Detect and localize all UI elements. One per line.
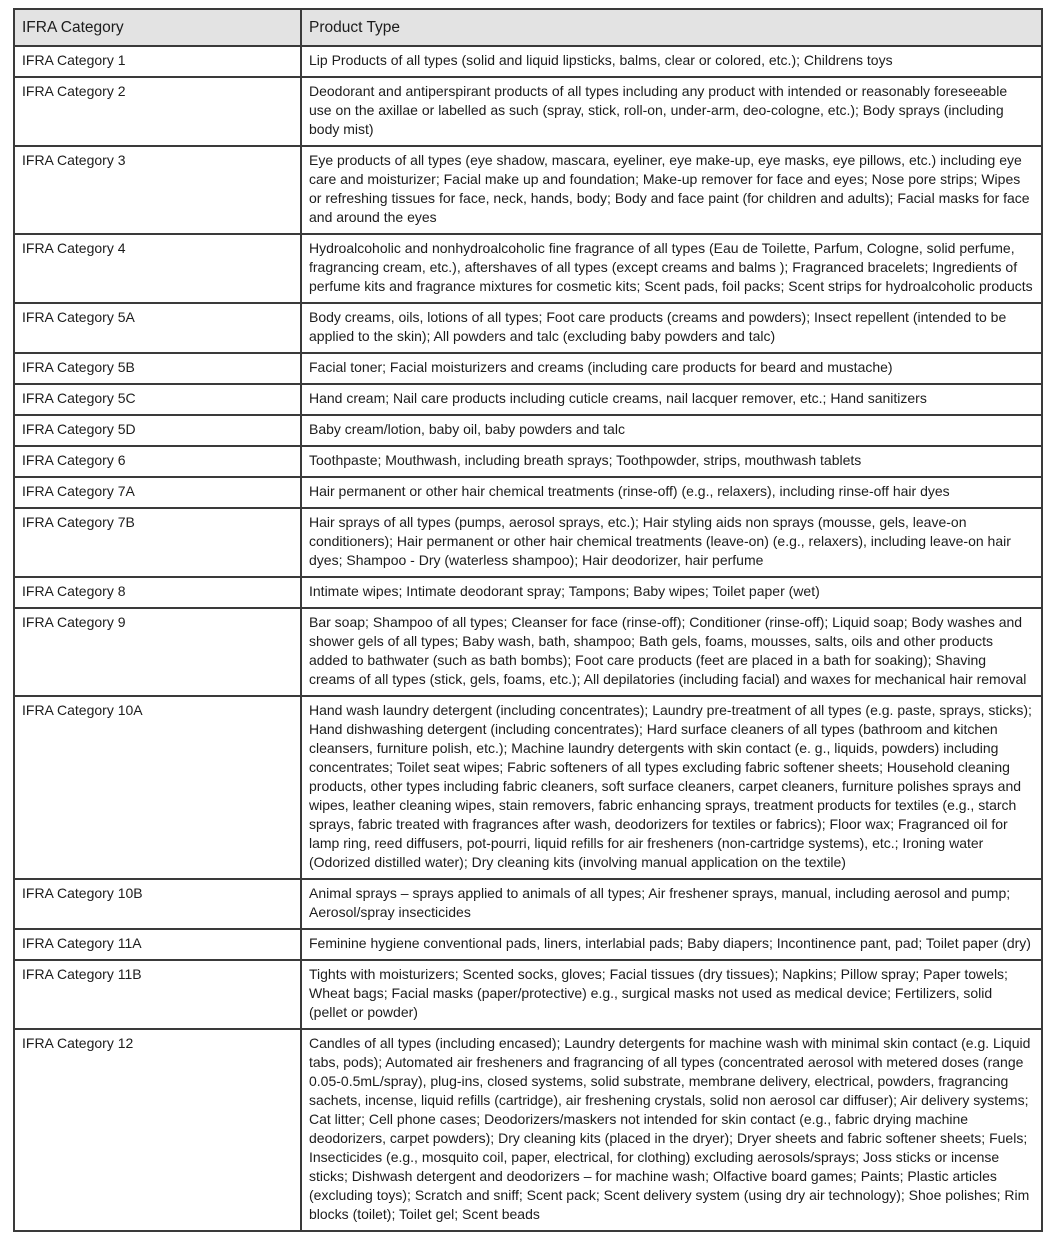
product-type-cell: Hand wash laundry detergent (including concentrates); Laundry pre-treatment of all types (e.g. paste, sprays, sticks); Hand dishwashing detergent (including concentrates); Hard surface cleaners of all types (bathroom and kitchen cleansers, furniture polish, etc.); Machine laundry detergents with skin contact (e. g., liquids, powders) including concentrates; Toilet seat wipes; Fabric softeners of all types excluding fabric softener sheets; Household cleaning products, other types including fabric cleaners, soft surface cleaners, carpet cleaners, furniture polishes sprays and wipes, leather cleaning wipes, stain removers, fabric enhancing sprays, treatment products for textiles (e.g., starch sprays, fabric treated with fragrances after wash, deodorizers for textiles or fabrics); Floor wax; Fragranced oil for lamp ring, reed diffusers, pot-pourri, liquid refills for air fresheners (non-cartridge systems), etc.; Ironing water (Odorized distilled water); Dry cleaning kits (involving manual application on the textile) — [301, 696, 1042, 879]
product-type-cell: Facial toner; Facial moisturizers and creams (including care products for beard and mustache) — [301, 353, 1042, 384]
table-row — [14, 77, 1042, 146]
category-cell: IFRA Category 5B — [14, 353, 301, 384]
category-cell: IFRA Category 4 — [14, 234, 301, 303]
category-cell: IFRA Category 8 — [14, 577, 301, 608]
product-type-cell: Feminine hygiene conventional pads, liners, interlabial pads; Baby diapers; Incontinence pant, pad; Toilet paper (dry) — [301, 929, 1042, 960]
category-cell: IFRA Category 1 — [14, 46, 301, 77]
table-row — [14, 960, 1042, 1029]
table-row — [14, 1029, 1042, 1231]
category-cell: IFRA Category 12 — [14, 1029, 301, 1231]
category-cell: IFRA Category 11A — [14, 929, 301, 960]
product-type-cell: Hand cream; Nail care products including cuticle creams, nail lacquer remover, etc.; Hand sanitizers — [301, 384, 1042, 415]
category-cell: IFRA Category 9 — [14, 608, 301, 696]
column-header-ifra-category: IFRA Category — [14, 9, 301, 46]
product-type-cell: Deodorant and antiperspirant products of all types including any product with intended or reasonably foreseeable use on the axillae or labelled as such (spray, stick, roll-on, under-arm, deo-cologne, etc.); Body sprays (including body mist) — [301, 77, 1042, 146]
category-cell: IFRA Category 3 — [14, 146, 301, 234]
table-row — [14, 577, 1042, 608]
table-row — [14, 446, 1042, 477]
table-row — [14, 477, 1042, 508]
table-row — [14, 879, 1042, 929]
product-type-cell: Lip Products of all types (solid and liquid lipsticks, balms, clear or colored, etc.); Childrens toys — [301, 46, 1042, 77]
product-type-cell: Intimate wipes; Intimate deodorant spray; Tampons; Baby wipes; Toilet paper (wet) — [301, 577, 1042, 608]
header-row — [14, 9, 1042, 46]
category-cell: IFRA Category 7A — [14, 477, 301, 508]
table-row — [14, 303, 1042, 353]
category-cell: IFRA Category 2 — [14, 77, 301, 146]
table-row — [14, 46, 1042, 77]
category-cell: IFRA Category 10B — [14, 879, 301, 929]
table-row — [14, 608, 1042, 696]
product-type-cell: Body creams, oils, lotions of all types; Foot care products (creams and powders); Insect repellent (intended to be applied to the skin); All powders and talc (excluding baby powders and talc) — [301, 303, 1042, 353]
table-row — [14, 234, 1042, 303]
table-row — [14, 696, 1042, 879]
product-type-cell: Hydroalcoholic and nonhydroalcoholic fine fragrance of all types (Eau de Toilette, Parfum, Cologne, solid perfume, fragrancing cream, etc.), aftershaves of all types (except creams and balms ); Fragranced bracelets; Ingredients of perfume kits and fragrance mixtures for cosmetic kits; Scent pads, foil packs; Scent strips for hydroalcoholic products — [301, 234, 1042, 303]
product-type-cell: Tights with moisturizers; Scented socks, gloves; Facial tissues (dry tissues); Napkins; Pillow spray; Paper towels; Wheat bags; Facial masks (paper/protective) e.g., surgical masks not used as medical device; Fertilizers, solid (pellet or powder) — [301, 960, 1042, 1029]
category-cell: IFRA Category 10A — [14, 696, 301, 879]
category-cell: IFRA Category 7B — [14, 508, 301, 577]
table-row — [14, 415, 1042, 446]
product-type-cell: Baby cream/lotion, baby oil, baby powders and talc — [301, 415, 1042, 446]
category-cell: IFRA Category 5C — [14, 384, 301, 415]
table-row — [14, 384, 1042, 415]
column-header-product-type: Product Type — [301, 9, 1042, 46]
ifra-category-table — [13, 8, 1043, 1232]
product-type-cell: Hair sprays of all types (pumps, aerosol sprays, etc.); Hair styling aids non sprays (mousse, gels, leave-on conditioners); Hair permanent or other hair chemical treatments (leave-on) (e.g., relaxers), including leave-on hair dyes; Shampoo - Dry (waterless shampoo); Hair deodorizer, hair perfume — [301, 508, 1042, 577]
product-type-cell: Bar soap; Shampoo of all types; Cleanser for face (rinse-off); Conditioner (rinse-off); Liquid soap; Body washes and shower gels of all types; Baby wash, bath, shampoo; Bath gels, foams, mousses, salts, oils and other products added to bathwater (such as bath bombs); Foot care products (feet are placed in a bath for soaking); Shaving creams of all types (stick, gels, foams, etc.); All depilatories (including facial) and waxes for mechanical hair removal — [301, 608, 1042, 696]
product-type-cell: Hair permanent or other hair chemical treatments (rinse-off) (e.g., relaxers), including rinse-off hair dyes — [301, 477, 1042, 508]
product-type-cell: Candles of all types (including encased); Laundry detergents for machine wash with minimal skin contact (e.g. Liquid tabs, pods); Automated air fresheners and fragrancing of all types (concentrated aerosol with metered doses (range 0.05-0.5mL/spray), plug-ins, closed systems, solid substrate, membrane delivery, electrical, powders, fragrancing sachets, incense, liquid refills (cartridge), air freshening crystals, solid non aerosol car diffuser); Air delivery systems; Cat litter; Cell phone cases; Deodorizers/maskers not intended for skin contact (e.g., fabric drying machine deodorizers, carpet powders); Dry cleaning kits (placed in the dryer); Dryer sheets and fabric softener sheets; Fuels; Insecticides (e.g., mosquito coil, paper, electrical, for clothing) excluding aerosols/sprays; Joss sticks or incense sticks; Dishwash detergent and deodorizers – for machine wash; Olfactive board games; Paints; Plastic articles (excluding toys); Scratch and sniff; Scent pack; Scent delivery system (using dry air technology); Shoe polishes; Rim blocks (toilet); Toilet gel; Scent beads — [301, 1029, 1042, 1231]
table-row — [14, 353, 1042, 384]
category-cell: IFRA Category 5D — [14, 415, 301, 446]
product-type-cell: Animal sprays – sprays applied to animals of all types; Air freshener sprays, manual, including aerosol and pump; Aerosol/spray insecticides — [301, 879, 1042, 929]
table-row — [14, 929, 1042, 960]
table-row — [14, 508, 1042, 577]
product-type-cell: Toothpaste; Mouthwash, including breath sprays; Toothpowder, strips, mouthwash tablets — [301, 446, 1042, 477]
category-cell: IFRA Category 5A — [14, 303, 301, 353]
product-type-cell: Eye products of all types (eye shadow, mascara, eyeliner, eye make-up, eye masks, eye pillows, etc.) including eye care and moisturizer; Facial make up and foundation; Make-up remover for face and eyes; Nose pore strips; Wipes or refreshing tissues for face, neck, hands, body; Body and face paint (for children and adults); Facial masks for face and around the eyes — [301, 146, 1042, 234]
table-row — [14, 146, 1042, 234]
category-cell: IFRA Category 11B — [14, 960, 301, 1029]
category-cell: IFRA Category 6 — [14, 446, 301, 477]
